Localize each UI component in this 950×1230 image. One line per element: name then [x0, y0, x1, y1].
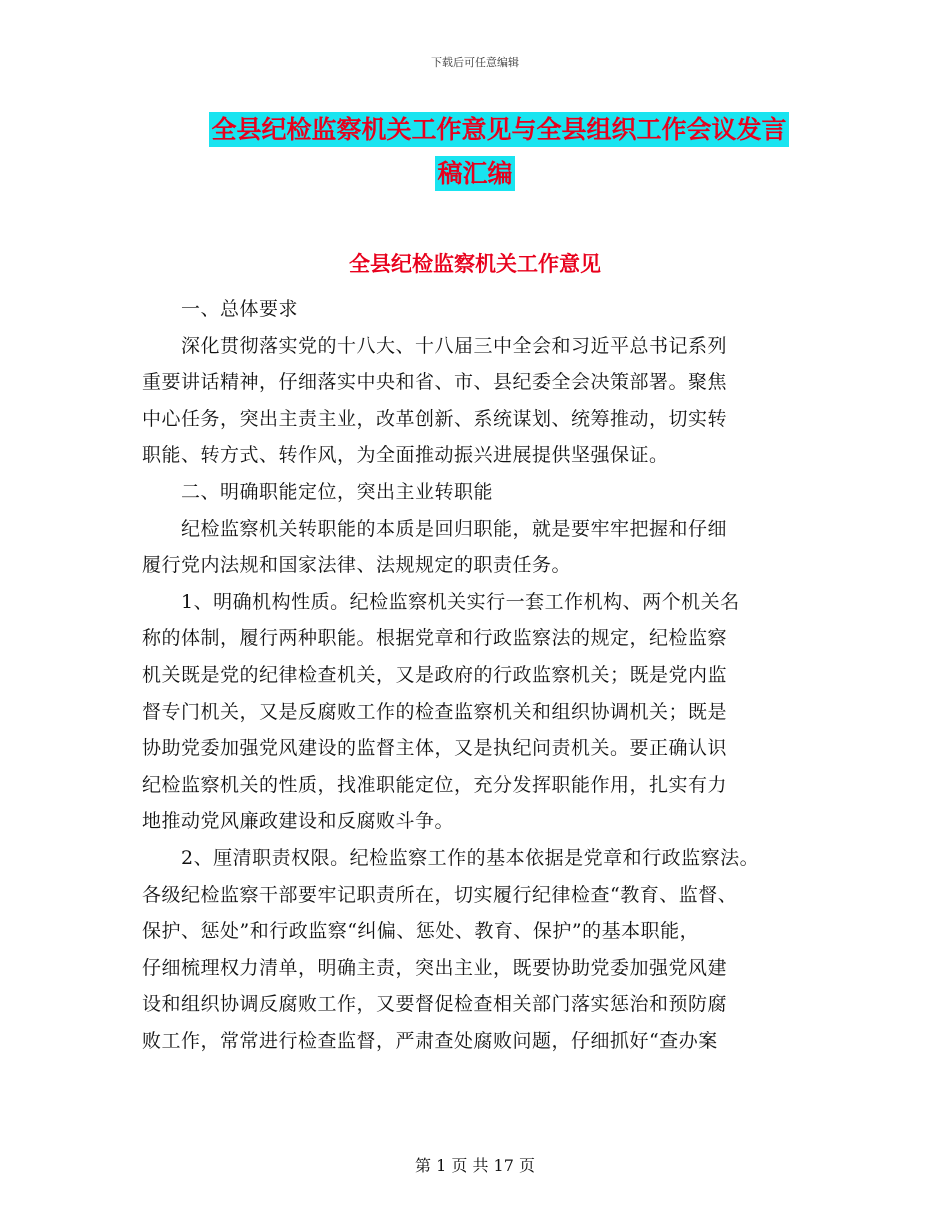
text-line: 纪检监察机关转职能的本质是回归职能，就是要牢牢把握和仔细	[142, 517, 728, 540]
text-line: 协助党委加强党风建设的监督主体，又是执纪问责机关。要正确认识	[142, 737, 728, 760]
text-line: 职能、转方式、转作风，为全面推动振兴进展提供坚强保证。	[142, 444, 669, 467]
document-title-line-1: 全县纪检监察机关工作意见与全县组织工作会议发言	[24, 114, 950, 146]
text-line: 深化贯彻落实党的十八大、十八届三中全会和习近平总书记系列	[142, 334, 728, 357]
text-line: 履行党内法规和国家法律、法规规定的职责任务。	[142, 554, 572, 577]
text-line: 1、明确机构性质。纪检监察机关实行一套工作机构、两个机关名	[142, 590, 740, 613]
text-line: 重要讲话精神，仔细落实中央和省、市、县纪委全会决策部署。聚焦	[142, 371, 728, 394]
text-line: 机关既是党的纪律检查机关，又是政府的行政监察机关；既是党内监	[142, 663, 728, 686]
text-line: 保护、惩处”和行政监察“纠偏、惩处、教育、保护”的基本职能，	[142, 920, 700, 943]
text-line: 各级纪检监察干部要牢记职责所在，切实履行纪律检查“教育、监督、	[142, 883, 738, 906]
section-title: 全县纪检监察机关工作意见	[349, 252, 601, 276]
text-line: 二、明确职能定位，突出主业转职能	[142, 480, 494, 503]
document-title-line-2: 稿汇编	[0, 158, 950, 190]
text-line: 称的体制，履行两种职能。根据党章和行政监察法的规定，纪检监察	[142, 627, 728, 650]
text-line: 督专门机关，又是反腐败工作的检查监察机关和组织协调机关；既是	[142, 700, 728, 723]
text-line: 一、总体要求	[142, 298, 299, 320]
text-line: 地推动党风廉政建设和反腐败斗争。	[142, 810, 455, 833]
body-text	[142, 291, 842, 1059]
text-line: 仔细梳理权力清单，明确主责，突出主业，既要协助党委加强党风建	[142, 956, 728, 979]
text-line: 2、厘清职责权限。纪检监察工作的基本依据是党章和行政监察法。	[142, 846, 760, 869]
text-line: 败工作，常常进行检查监督，严肃查处腐败问题，仔细抓好“查办案	[142, 1029, 718, 1052]
text-line: 纪检监察机关的性质，找准职能定位，充分发挥职能作用，扎实有力	[142, 773, 728, 796]
text-line: 中心任务，突出主责主业，改革创新、系统谋划、统筹推动，切实转	[142, 407, 728, 430]
page-footer: 第 1 页 共 17 页	[415, 1156, 535, 1175]
header-note: 下载后可任意编辑	[431, 56, 519, 69]
text-line: 设和组织协调反腐败工作，又要督促检查相关部门落实惩治和预防腐	[142, 993, 728, 1016]
